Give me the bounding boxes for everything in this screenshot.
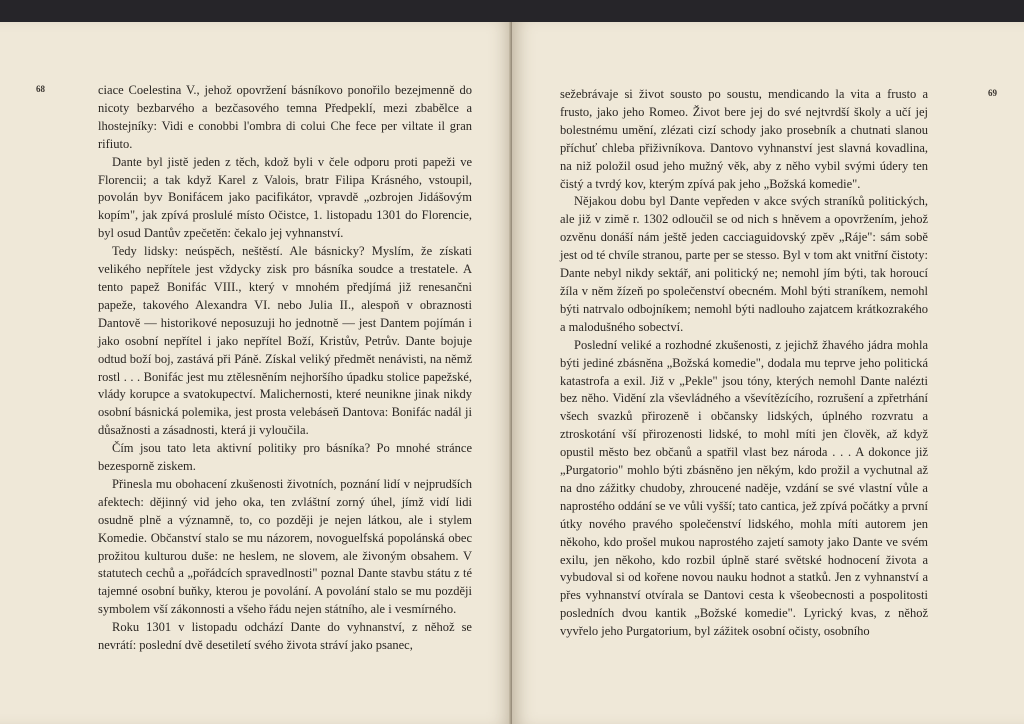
left-paragraph-5: Přinesla mu obohacení zkušenosti životních, poznání lidí v nejprudších afektech: dějinný vid jeho oka, ten zvláštní zorný úhel, jímž vidí lidi osudně plně a významně, to, co později je nejen látkou, ale i stylem Komedie. Občanství stalo se mu názorem, novoguelfská popolánská obec prožitou kulturou duše: ne heslem, ne slovem, ale živoným obsahem. V statutech cechů a „pořádcích spravedlnosti" poznal Dante stavbu státu z té tajemné osobní buňky, kterou je povolání. A povolání stalo se mu později symbolem vší zákonnosti a všeho řádu nejen státního, ale i vesmírného. (98, 476, 472, 617)
left-paragraph-1: ciace Coelestina V., jehož opovržení básníkovo ponořilo bezejmenně do nicoty bezbarvého a bezčasového temna Předpeklí, mezi zbabělce a lhostejníky: Vidi e conobbi l'ombra di colui Che fece per viltate il gran rifiuto. (98, 83, 472, 151)
right-page-text (560, 86, 928, 641)
right-page (512, 22, 1024, 724)
left-paragraph-6: Roku 1301 v listopadu odchází Dante do vyhnanství, z něhož se nevrátí: poslední dvě desetiletí svého života stráví jako psanec, (98, 620, 472, 653)
left-page-text (98, 82, 472, 655)
left-page-number: 68 (36, 84, 45, 94)
right-paragraph-3: Poslední veliké a rozhodné zkušenosti, z jejichž žhavého jádra mohla býti jediné zbásněna „Božská komedie", dodala mu teprve jeho politická katastrofa a exil. Již v „Pekle" jsou tóny, kterých nemohl Dante nalézti bez něho. Vidění zla vševládného a vševítězícího, rozrušení a zpřetrhání všech svazků přirozeně i občansky lidských, úplného rozvratu a ztroskotání vší přirozenosti lidské, to mohl míti jen člověk, až když opustil město bez občanů a spatřil vlast bez národa . . . A dokonce již „Purgatorio" mohlo býti zbásněno jen někým, kdo prožil a vychutnal až na dno zážitky chudoby, zhroucené naděje, vzdání se své vlastní vůle a naprostého oddání se ve vůli vyšší; tato cantica, jež zpívá počátky a první útky nového pravého společenství lidského, mohla míti autorem jen někoho, kdo prošel mukou naprostého zajetí samoty jako Dante ve svém exilu, jen někoho, kdo rozbil úplně staré světské hodnocení života a vybudoval si od kořene novou nauku hodnot a statků. Jen z vyhnanství a přes vyhnanství otvírala se Dantovi cesta k všeobecnosti a pospolitosti posledních dvou kantik „Božské komedie". Lyrický kvas, z něhož vyvřelo jeho Purgatorium, byl zážitek osobní očisty, osobního (560, 337, 928, 639)
left-paragraph-3: Tedy lidsky: neúspěch, neštěstí. Ale básnicky? Myslím, že získati velikého nepřítele jest vždycky zisk pro básníka soudce a trestatele. A tento papež Bonifác VIII., který v mnohém předjímá již renesančni papeže, takového Alexandra VI. nebo Julia II., alespoň v obraznosti Dantově — historikové neposuzuji ho jednotně — jest Dantem pojímán i jako osobní nepřítel i jako nepřítel Boží, Kristův, Petrův. Dante bojuje odtud boží boj, zastává při Páně. Získal veliký předmět nenávisti, na němž rostl . . . Bonifác jest mu ztělesněním nejhoršího úpadku stolice papežské, vlády korupce a svatokupectví. Malichernosti, které neunikne jinak nikdy osobní básnická polemika, jest prosta velebáseň Dantova: Bonifác nadál ji důsažnosti a zásadnosti, která ji vyloučila. (98, 244, 472, 438)
right-paragraph-2: Nějakou dobu byl Dante vepředen v akce svých straníků politických, ale již v zimě r. 1302 odloučil se od nich s hněvem a opovržením, jehož ozvěnu donáší nám ještě jeden cacciaguidovský zpěv „Ráje": sám sobě jest od té chvíle stranou, parte per se stesso. Byl v tom akt vnitřní čistoty: Dante nebyl nikdy sektář, ani politický ne; nemohl jím býti, tak horoucí žíla v něm žízeň po společenství obecném. Mohl býti straníkem, nemohl býti natrvalo odbojníkem; nemohl býti nadlouho zajatcem krátkozrakého a malodušného sobectví. (560, 194, 928, 334)
right-page-number: 69 (988, 88, 997, 98)
right-paragraph-1: sežebrávaje si život sousto po soustu, mendicando la vita a frusto a frusto, jako jeho Romeo. Život bere jej do své nejtvrdší školy a učí jej bolestnému umění, zlézati cizí schody jako prosebník a chutnati slanou příchuť chleba přiživníkova. Dantovo vyhnanství jest slavná kovadlina, na niž položil osud jeho mužný věk, aby z něho vybil svými údery ten čistý a tvrdý kov, kterým zpívá pak jeho „Božská komedie". (560, 87, 928, 191)
left-paragraph-2: Dante byl jistě jeden z těch, kdož byli v čele odporu proti papeži ve Florencii; a tak když Karel z Valois, bratr Filipa Krásného, vstoupil, povolán byv Bonifácem jako pacifikátor, vpravdě „ozbrojen Jidášovým kopím", jak zpívá proslulé místo Očistce, 1. listopadu 1301 do Florencie, byl osud Dantův zpečetěn: čekalo jej vyhnanství. (98, 154, 472, 241)
left-paragraph-4: Čím jsou tato leta aktivní politiky pro básníka? Po mnohé stránce bezesporně ziskem. (98, 441, 472, 474)
left-page (0, 22, 512, 724)
